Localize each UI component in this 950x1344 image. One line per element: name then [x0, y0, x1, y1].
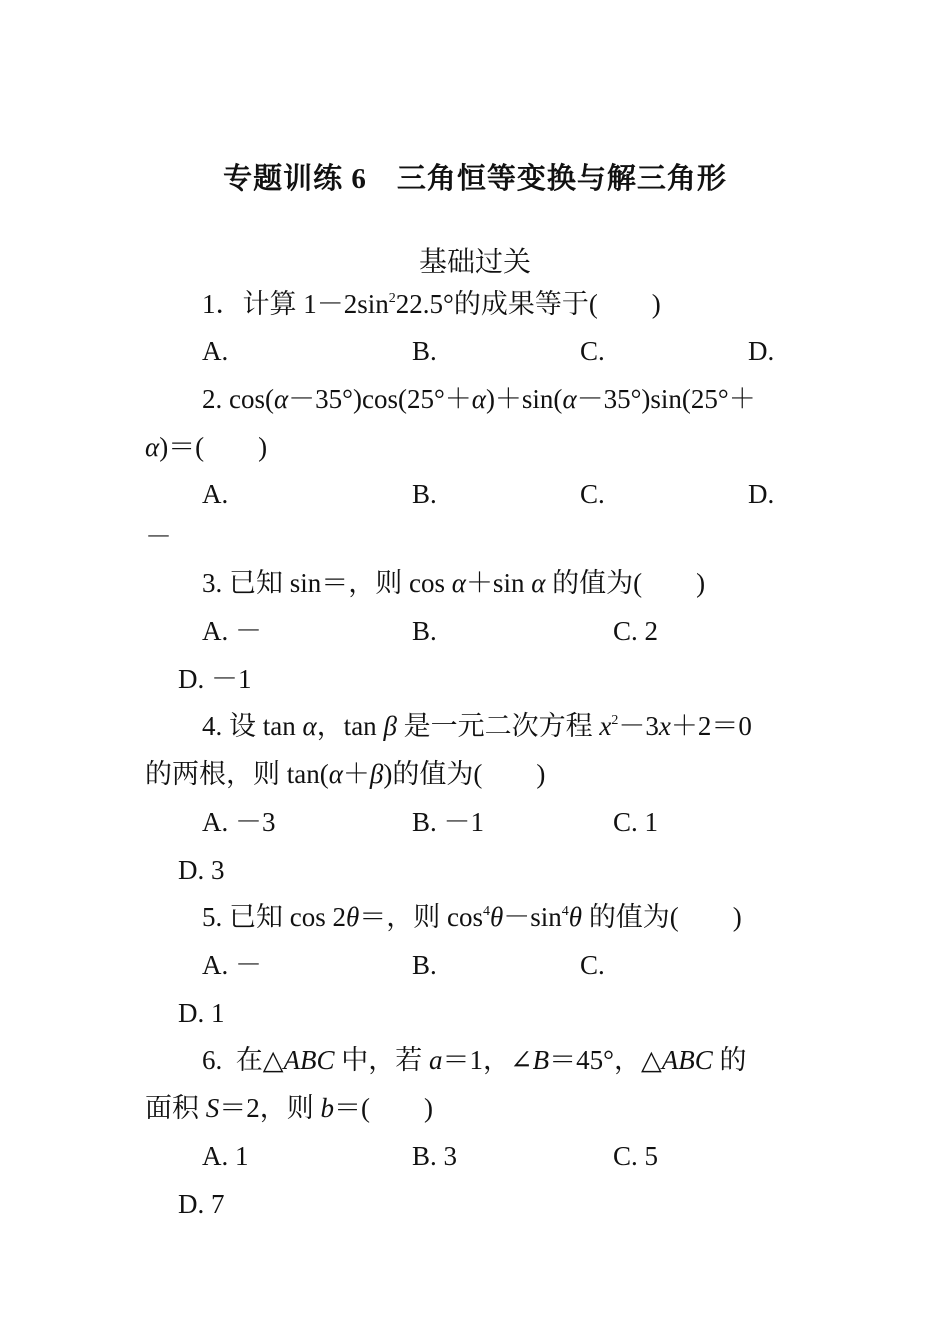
question-4-line-1: 4. 设 tan α，tan β 是一元二次方程 $x^2-3x+2=0$	[202, 711, 752, 741]
question-4-line-2: 的两根，则 tan(α＋β)的值为( )	[145, 759, 546, 789]
q1-option-a[interactable]: A.	[202, 336, 229, 366]
q6-option-d[interactable]: D. 7	[178, 1189, 225, 1219]
q6-option-b[interactable]: B. 3	[412, 1141, 458, 1171]
q4-option-b[interactable]: B. －1	[412, 807, 485, 837]
q5-option-a[interactable]: A. －	[202, 950, 262, 980]
question-6-line-1: 6. 在△ABC 中，若 a＝1，∠B＝45°，△ABC 的	[202, 1045, 747, 1075]
question-1: 1．计算 $1-2\sin^222.5^\circ$的成果等于( )	[202, 289, 661, 319]
q6-option-c[interactable]: C. 5	[613, 1141, 659, 1171]
q3-option-d[interactable]: D. －1	[178, 664, 252, 694]
q3-option-c[interactable]: C. 2	[613, 616, 659, 646]
q5-option-d[interactable]: D. 1	[178, 998, 225, 1028]
question-2-line-1: 2. cos(α－35°)cos(25°＋α)＋sin(α－35°)sin(25°＋	[202, 384, 756, 414]
question-3: 3. 已知 sin＝，则 cos α＋sin α 的值为( )	[202, 568, 706, 598]
q6-option-a[interactable]: A. 1	[202, 1141, 249, 1171]
q3-option-b[interactable]: B.	[412, 616, 437, 646]
q2-option-d[interactable]: D.	[748, 479, 775, 509]
q4-option-c[interactable]: C. 1	[613, 807, 659, 837]
q2-option-a[interactable]: A.	[202, 479, 229, 509]
q3-option-a[interactable]: A. －	[202, 616, 262, 646]
q2-option-c[interactable]: C.	[580, 479, 605, 509]
q5-option-b[interactable]: B.	[412, 950, 437, 980]
q1-option-d[interactable]: D.	[748, 336, 775, 366]
q4-option-d[interactable]: D. 3	[178, 855, 225, 885]
question-2-line-2: α)＝( )	[145, 432, 268, 462]
section-heading: 基础过关	[418, 247, 531, 278]
q2-option-d-continued: －	[145, 522, 172, 552]
question-5: 5. 已知 cos 2θ＝，则 $\cos^4\theta-\sin^4\theta$ 的值为( )	[202, 902, 742, 932]
q2-option-b[interactable]: B.	[412, 479, 437, 509]
q5-option-c[interactable]: C.	[580, 950, 605, 980]
q1-option-b[interactable]: B.	[412, 336, 437, 366]
page-title: 专题训练 6 三角恒等变换与解三角形	[223, 163, 727, 195]
question-6-line-2: 面积 S＝2，则 b＝( )	[145, 1093, 433, 1123]
q4-option-a[interactable]: A. －3	[202, 807, 276, 837]
q1-option-c[interactable]: C.	[580, 336, 605, 366]
